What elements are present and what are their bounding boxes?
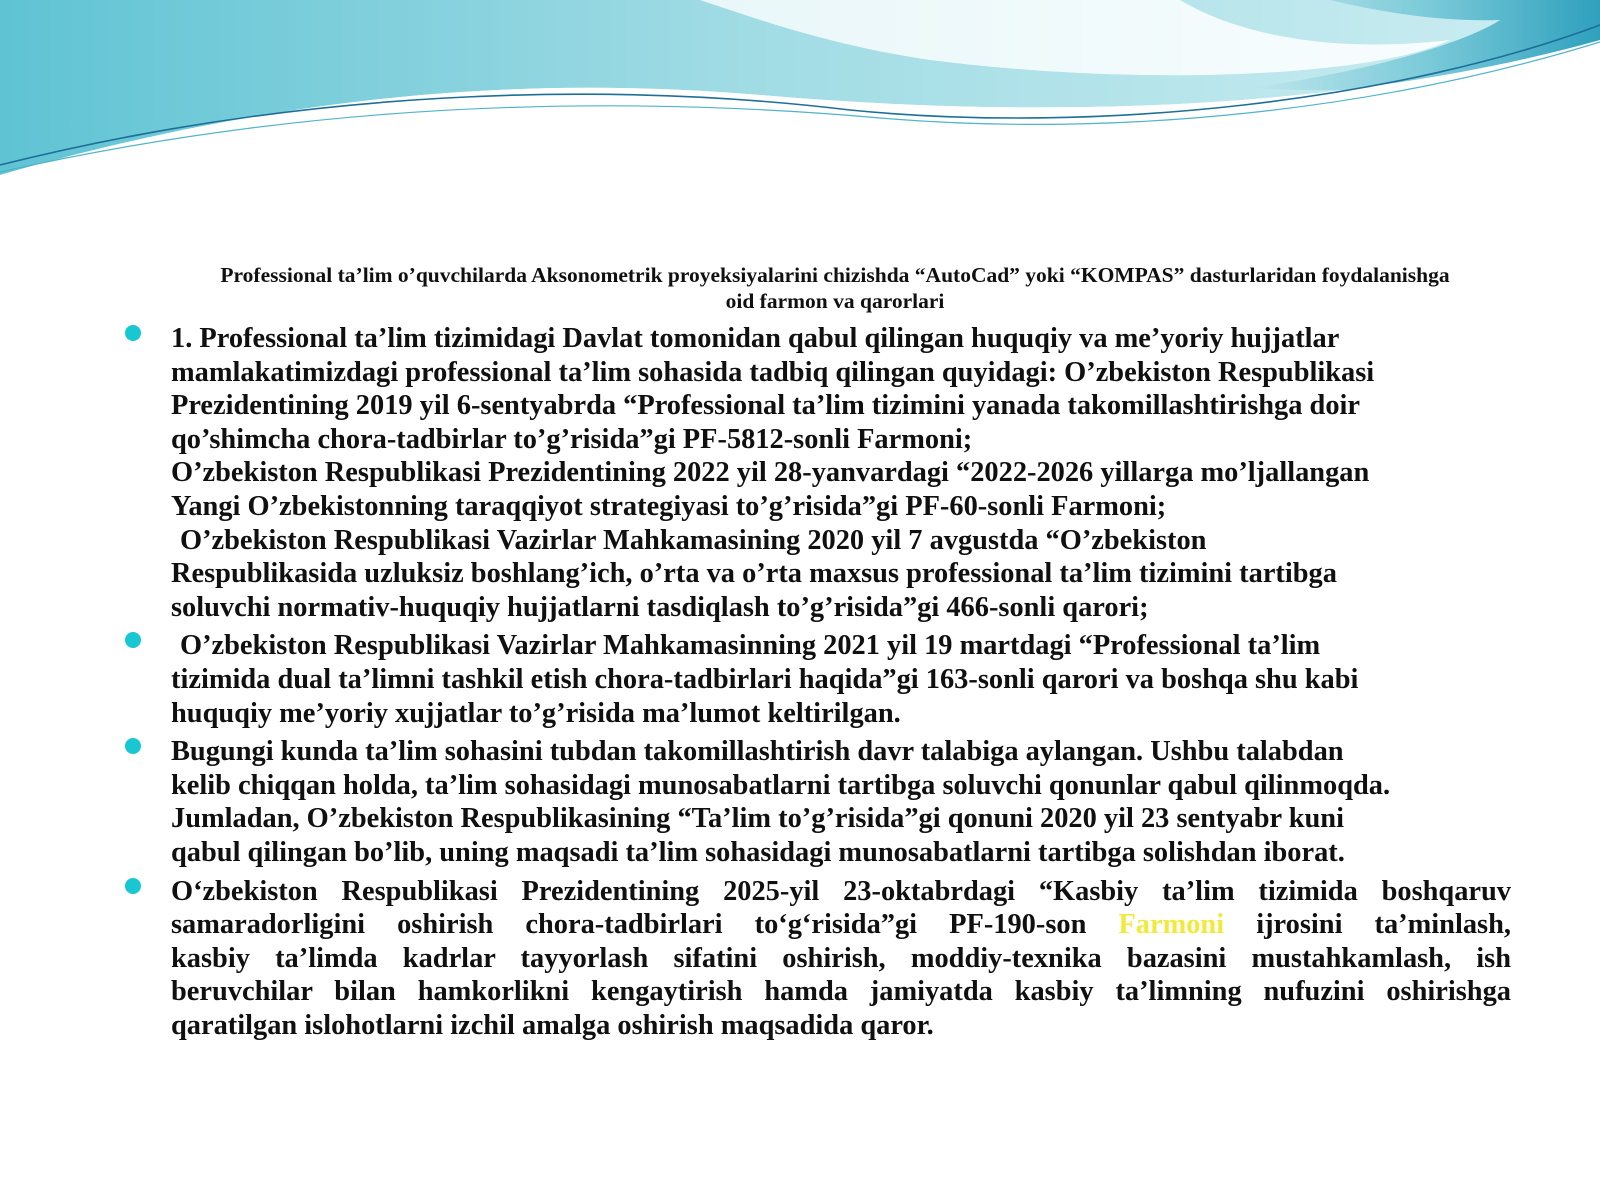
bullet-1-line-5: O’zbekiston Respublikasi Prezidentining 2022 yil 28-yanvardagi “2022-2026 yillarga mo’ljallangan (171, 457, 1370, 489)
bullet-1-line-8: Respublikasida uzluksiz boshlang’ich, o’rta va o’rta maxsus professional ta’lim tizimini tartibga (171, 558, 1337, 590)
bullet-list (0, 322, 1600, 1047)
bullet-1-line-3: Prezidentining 2019 yil 6-sentyabrda “Professional ta’lim tizimini yanada takomillashtirishga doir (171, 390, 1361, 422)
bullet-4-line-2-start: samaradorligini oshirish chora-tadbirlari to‘g‘risida”gi PF-190-son (171, 909, 1087, 941)
bullet-2-line-1: O’zbekiston Respublikasi Vazirlar Mahkamasinning 2021 yil 19 martdagi “Professional ta’lim (180, 630, 1321, 662)
bullet-4-line-3: kasbiy ta’limda kadrlar tayyorlash sifatini oshirish, moddiy-texnika bazasini mustahkamlash, ish (171, 942, 1511, 974)
bullet-3-line-3: Jumladan, O’zbekiston Respublikasining “Ta’lim to’g’risida”gi qonuni 2020 yil 23 sentyabr kuni (171, 803, 1344, 835)
bullet-3-line-4: qabul qilingan bo’lib, uning maqsadi ta’lim sohasidagi munosabatlarni tartibga solishdan iborat. (171, 836, 1345, 868)
bullet-3-line-1: Bugungi kunda ta’lim sohasini tubdan takomillashtirish davr talabiga aylangan. Ushbu talabdan (171, 736, 1344, 768)
bullet-item-3 (0, 735, 1511, 869)
bullet-4-line-4: beruvchilar bilan hamkorlikni kengaytirish hamda jamiyatda kasbiy ta’limning nufuzini oshirishga (171, 976, 1511, 1008)
bullet-1-line-4: qo’shimcha chora-tadbirlar to’g’risida”gi PF-5812-sonli Farmoni; (171, 423, 973, 455)
bullet-4-line-2 (171, 908, 1511, 942)
bullet-2-line-3: huquqiy me’yoriy xujjatlar to’g’risida ma’lumot keltirilgan. (171, 697, 901, 729)
title-line-1: Professional ta’lim o’quvchilarda Aksonometrik proyeksiyalarini chizishda “AutoCad” yoki “KOMPAS” dasturlaridan foydalanishga (220, 263, 1450, 287)
bullet-4-line-2-end: ijrosini ta’minlash, (1256, 909, 1511, 941)
bullet-dot-icon (125, 325, 141, 341)
bullet-dot-icon (125, 878, 141, 894)
bullet-1-line-2: mamlakatimizdagi professional ta’lim sohasida tadbiq qilingan quyidagi: O’zbekiston Respublikasi (171, 356, 1375, 388)
bullet-1-line-9: soluvchi normativ-huquqiy hujjatlarni tasdiqlash to’g’risida”gi 466-sonli qarori; (171, 591, 1149, 623)
bullet-2-line-2: tizimida dual ta’limni tashkil etish chora-tadbirlari haqida”gi 163-sonli qarori va boshqa shu kabi (171, 663, 1359, 695)
bullet-4-line-5: qaratilgan islohotlarni izchil amalga oshirish maqsadida qaror. (171, 1009, 934, 1041)
bullet-item-2 (0, 629, 1511, 730)
bullet-dot-icon (125, 738, 141, 754)
bullet-1-line-6: Yangi O’zbekistonning taraqqiyot strategiyasi to’g’risida”gi PF-60-sonli Farmoni; (171, 490, 1167, 522)
bullet-1-line-1: 1. Professional ta’lim tizimidagi Davlat tomonidan qabul qilingan huquqiy va me’yoriy hujjatlar (171, 323, 1340, 354)
bullet-dot-icon (125, 632, 141, 648)
bullet-1-line-7: O’zbekiston Respublikasi Vazirlar Mahkamasining 2020 yil 7 avgustda “O’zbekiston (180, 524, 1207, 556)
farmoni-highlight: Farmoni (1118, 909, 1225, 941)
bullet-item-4 (0, 875, 1511, 1043)
bullet-4-line-1: O‘zbekiston Respublikasi Prezidentining 2025-yil 23-oktabrdagi “Kasbiy ta’lim tizimida boshqaruv (171, 875, 1511, 907)
title-line-2: oid farmon va qarorlari (725, 289, 945, 313)
bullet-item-1 (0, 322, 1511, 624)
slide-title (70, 262, 1600, 314)
header-wave-decoration (0, 0, 1600, 200)
bullet-3-line-2: kelib chiqqan holda, ta’lim sohasidagi munosabatlarni tartibga soluvchi qonunlar qabul qilinmoqda. (171, 769, 1391, 801)
